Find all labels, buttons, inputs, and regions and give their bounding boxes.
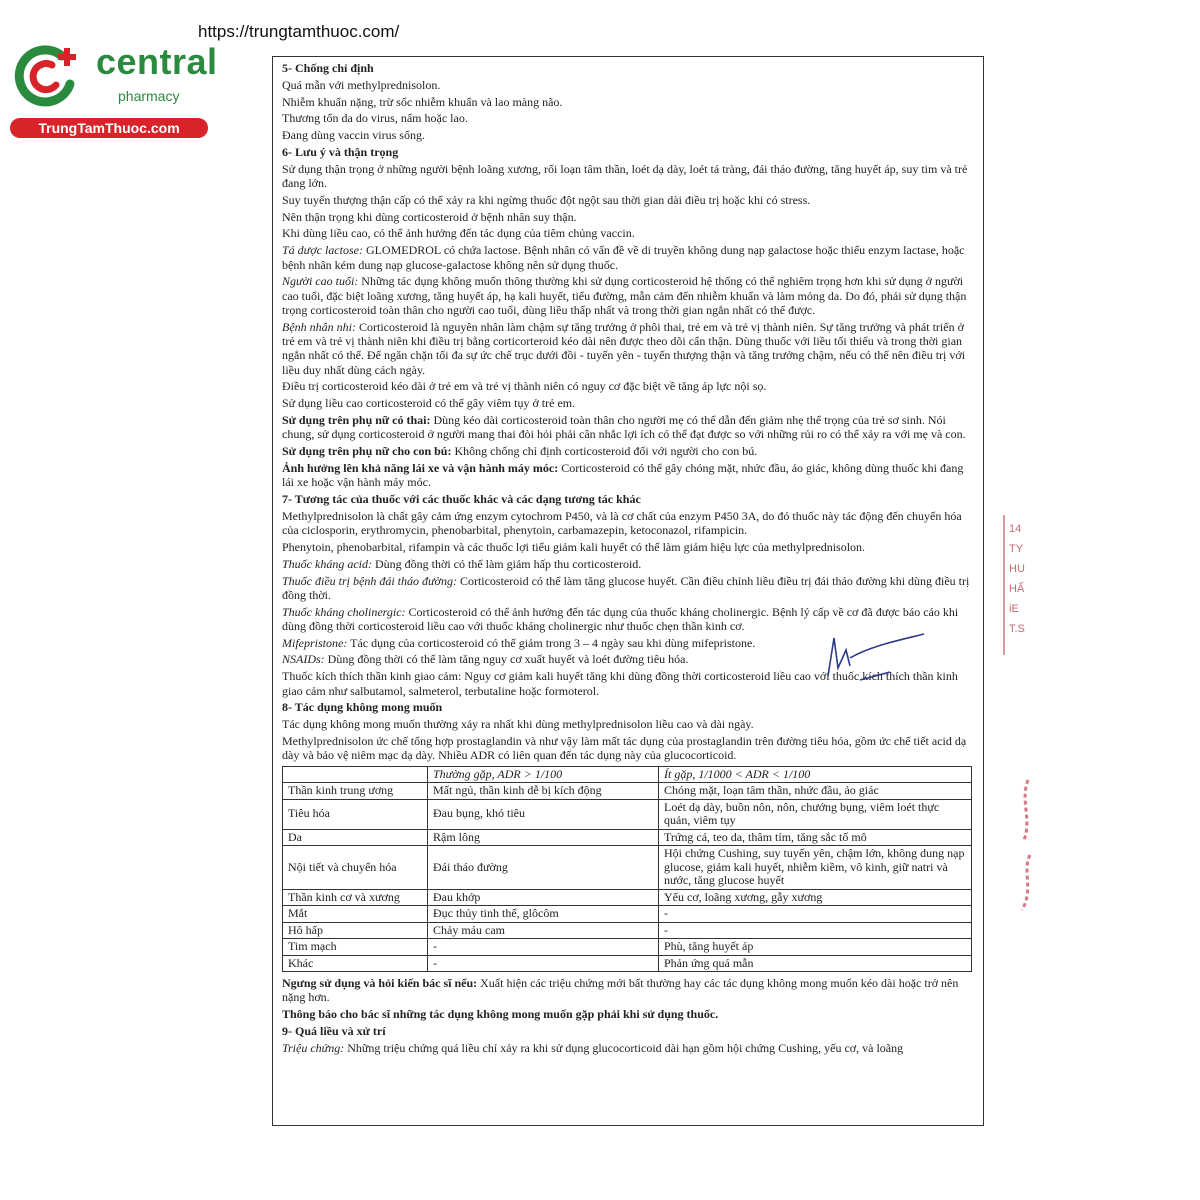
table-cell: Khác [283,955,428,972]
elderly-text: Những tác dụng không muốn thông thường khi sử dụng corticosteroid hệ thống có thể nghiêm trọng hơn khi sử dụng ở người cao tuổi, đặc biệt loãng xương, tăng huyết áp, hạ kali huyết, tiểu đường, mẫn cảm đến nhiễm khuẩn và làm mỏng da. Do đó, phải sử dụng thận trọng corticosteroid toàn thân cho người cao tuổi, dùng liều thấp nhất và trong thời gian ngắn nhất có thể được. [282,274,967,317]
table-row [283,889,972,906]
anticholinergic-text: Corticosteroid có thể ảnh hưởng đến tác dụng của thuốc kháng cholinergic. Bệnh lý cấp về cơ đã được báo cáo khi dùng đồng thời corticosteroid liều cao với thuốc kháng cholinergic như thuốc chẹn thần kinh cơ. [282,604,959,633]
s7-paragraph: Thuốc kích thích thần kinh giao cảm: Nguy cơ giảm kali huyết tăng khi dùng đồng thời corticosteroid liều cao với thuốc kích thích thần kinh giao cảm như salbutamol, salmeterol, terbutaline hoặc formoterol. [282,669,958,698]
anticholinergic-label: Thuốc kháng cholinergic: [282,604,406,619]
table-cell: - [428,955,659,972]
table-cell: Mất ngủ, thần kinh dễ bị kích động [428,783,659,800]
nsaids-label: NSAIDs: [282,652,325,667]
section-6-title: 6- Lưu ý và thận trọng [282,144,399,159]
mifepristone-label: Mifepristone: [282,635,348,650]
s5-line: Quá mẫn với methylprednisolon. [282,77,441,92]
table-cell: Đái tháo đường [428,846,659,890]
stop-use-label: Ngưng sử dụng và hỏi kiến bác sĩ nếu: [282,976,478,991]
s6-paragraph: Sử dụng liều cao corticosteroid có thể gây viêm tụy ở trẻ em. [282,396,576,411]
stop-use-text: Xuất hiện các triệu chứng mới bất thường hay các tác dụng không mong muốn kéo dài hoặc trở nên nặng hơn. [282,976,959,1005]
s6-paragraph: Nên thận trọng khi dùng corticosteroid ở bệnh nhân suy thận. [282,209,577,224]
lactation-text: Không chống chỉ định corticosteroid đối với người cho con bú. [451,444,758,459]
elderly-label: Người cao tuổi: [282,274,359,289]
nsaids-text: Dùng đồng thời có thể làm tăng nguy cơ xuất huyết và loét đường tiêu hóa. [324,652,689,667]
s6-lactation [282,444,973,458]
section-8-title: 8- Tác dụng không mong muốn [282,700,443,715]
s6-driving [282,461,973,490]
s8-notify: Thông báo cho bác sĩ những tác dụng không mong muốn gặp phải khi sử dụng thuốc. [282,1007,719,1022]
pediatric-text: Corticosteroid là nguyên nhân làm chậm sự tăng trưởng ở phôi thai, trẻ em và trẻ vị thành niên. Sự tăng trưởng và phát triển ở trẻ em và trẻ vị thành niên khi điều trị bằng corticorteroid kéo dài nên được theo dõi cẩn thận. Dùng thuốc với liều tối thiểu và trong thời gian ngắn nhất có thể. Để ngăn chặn tối đa sự ức chế trục dưới đồi - tuyến yên - tuyến thượng thận và tăng trưởng chậm, nếu có thể nên điều trị với liều duy nhất dùng cách ngày. [282,319,966,377]
section-7-title: 7- Tương tác của thuốc với các thuốc khác và các dạng tương tác khác [282,492,641,507]
table-row [283,955,972,972]
table-cell: Đục thủy tinh thể, glôcôm [428,906,659,923]
table-cell: Yếu cơ, loãng xương, gẫy xương [659,889,972,906]
s7-antacid [282,557,973,571]
pregnancy-text: Dùng kéo dài corticosteroid toàn thân cho người mẹ có thể dẫn đến giảm nhẹ thể trọng của trẻ sơ sinh. Nói chung, sử dụng corticosteroid ở người mang thai đòi hỏi phải cân nhắc lợi ích có thể đạt được so với những rủi ro có thể xảy ra với mẹ và con. [282,413,966,442]
signature-scribble-icon [820,628,930,688]
table-cell: Thần kinh cơ và xương [283,889,428,906]
s8-paragraph: Methylprednisolon ức chế tổng hợp prostaglandin và như vậy làm mất tác dụng của prostaglandin trên đường tiêu hóa, gồm ức chế tiết acid dạ dày và bảo vệ niêm mạc dạ dày. Nhiều ADR có liên quan đến tác dụng này của glucocorticoid. [282,733,967,763]
table-cell: - [659,922,972,939]
s6-pregnancy [282,413,973,442]
table-header: Ít gặp, 1/1000 < ADR < 1/100 [659,766,972,783]
s6-paragraph: Khi dùng liều cao, có thể ảnh hưởng đến tác dụng của tiêm chủng vaccin. [282,226,635,241]
central-logo-icon [12,40,82,110]
table-cell: Trứng cá, teo da, thâm tím, tăng sắc tố mô [659,829,972,846]
table-row [283,829,972,846]
table-cell: - [428,939,659,956]
table-cell: Đau khớp [428,889,659,906]
lactose-text: GLOMEDROL có chứa lactose. Bệnh nhân có vấn đề về di truyền không dung nạp galactose hoặc thiếu enzym lactase, hoặc bệnh nhân kém dung nạp glucose-galactose không nên sử dụng thuốc. [282,243,965,272]
table-cell: Mắt [283,906,428,923]
table-row [283,906,972,923]
s5-line: Đang dùng vaccin virus sống. [282,128,425,143]
s5-line: Thương tổn da do virus, nấm hoặc lao. [282,111,468,126]
mifepristone-text: Tác dụng của corticosteroid có thể giảm trong 3 – 4 ngày sau khi dùng mifepristone. [347,635,756,650]
symptoms-label: Triệu chứng: [282,1040,345,1055]
s9-symptoms [282,1041,973,1055]
s6-pediatric [282,320,973,377]
table-cell: Thần kinh trung ương [283,783,428,800]
section-9-title: 9- Quá liều và xử trí [282,1023,386,1038]
central-pharmacy-logo[interactable] [10,38,220,138]
table-cell: Đau bụng, khó tiêu [428,799,659,829]
table-cell: Hội chứng Cushing, suy tuyến yên, chậm lớn, không dung nạp glucose, giảm kali huyết, nhiễm kiềm, vô kinh, giữ natri và nước, tăng glucose huyết [659,846,972,890]
s6-paragraph: Suy tuyến thượng thận cấp có thể xảy ra khi ngừng thuốc đột ngột sau thời gian dài điều trị hoặc khi có stress. [282,192,811,207]
antacid-text: Dùng đồng thời có thể làm giảm hấp thu corticosteroid. [371,556,642,571]
table-cell: Chảy máu cam [428,922,659,939]
s6-paragraph: Sử dụng thận trọng ở những người bệnh loãng xương, rối loạn tâm thần, loét dạ dày, loét tá tràng, đái tháo đường, tăng huyết áp, suy tim và trẻ đang lớn. [282,161,968,191]
s7-diabetes [282,574,973,603]
table-header [283,766,428,783]
table-cell: Tim mạch [283,939,428,956]
leaflet-page [272,56,984,1126]
adverse-effects-table [282,766,972,973]
s6-lactose [282,243,973,272]
table-cell: - [659,906,972,923]
red-seal-fragment-icon [1010,770,1040,920]
table-cell: Hô hấp [283,922,428,939]
logo-badge: TrungTamThuoc.com [10,118,208,138]
diabetes-label: Thuốc điều trị bệnh đái tháo đường: [282,573,457,588]
s7-paragraph: Phenytoin, phenobarbital, rifampin và các thuốc lợi tiểu giảm kali huyết có thể làm giảm hiệu lực của methylprednisolon. [282,539,866,554]
stamp-text: TY [1009,543,1024,555]
pediatric-label: Bệnh nhân nhi: [282,319,356,334]
lactose-label: Tá dược lactose: [282,243,363,258]
driving-text: Corticosteroid có thể gây chóng mặt, nhức đầu, ảo giác, không dùng thuốc khi đang lái xe hoặc vận hành máy móc. [282,460,964,490]
section-5-title: 5- Chống chỉ định [282,61,374,75]
s6-paragraph: Điều trị corticosteroid kéo dài ở trẻ em và trẻ vị thành niên có nguy cơ đặc biệt về tăng áp lực nội sọ. [282,379,767,394]
table-cell: Chóng mặt, loạn tâm thần, nhức đầu, ảo giác [659,783,972,800]
diabetes-text: Corticosteroid có thể làm tăng glucose huyết. Cần điều chỉnh liều điều trị đái tháo đường khi dùng điều trị đồng thời. [282,573,970,602]
logo-text: central [96,41,218,82]
symptoms-text: Những triệu chứng quá liều chỉ xảy ra khi sử dụng glucocorticoid dài hạn gồm hội chứng Cushing, yếu cơ, và loãng [344,1040,904,1055]
table-row [283,939,972,956]
site-url[interactable]: https://trungtamthuoc.com/ [198,22,400,41]
s7-paragraph: Methylprednisolon là chất gây cảm ứng enzym cytochrom P450, và là cơ chất của enzym P450 3A, do đó thuốc này tác động đến chuyển hóa của ciclosporin, erythromycin, phenobarbital, phenytoin, carbamazepin, ketoconazol, rifampicin. [282,508,962,538]
table-header-row [283,766,972,783]
table-header: Thường gặp, ADR > 1/100 [428,766,659,783]
table-cell: Nội tiết và chuyển hóa [283,846,428,890]
s8-stop-use [282,976,973,1005]
s8-paragraph: Tác dụng không mong muốn thường xảy ra nhất khi dùng methylprednisolon liều cao và dài ngày. [282,717,754,732]
table-cell: Phù, tăng huyết áp [659,939,972,956]
driving-label: Ảnh hưởng lên khả năng lái xe và vận hành máy móc: [282,460,559,475]
antacid-label: Thuốc kháng acid: [282,556,372,571]
table-row [283,846,972,890]
stamp-text: HẤ [1009,583,1025,595]
table-cell: Rậm lông [428,829,659,846]
table-row [283,799,972,829]
stamp-text: T.S [1009,623,1025,635]
pregnancy-label: Sử dụng trên phụ nữ có thai: [282,413,431,428]
table-cell: Tiêu hóa [283,799,428,829]
logo-subtext: pharmacy [118,88,180,104]
table-row [283,922,972,939]
stamp-text: iE [1009,603,1019,615]
lactation-label: Sử dụng trên phụ nữ cho con bú: [282,444,452,459]
table-row [283,783,972,800]
table-cell: Loét dạ dày, buồn nôn, nôn, chướng bụng, viêm loét thực quản, viêm tụy [659,799,972,829]
stamp-text: 14 [1009,523,1022,535]
stamp-text: HU [1009,563,1025,575]
table-cell: Phản ứng quá mẫn [659,955,972,972]
side-stamp [1003,515,1045,655]
s6-elderly [282,274,973,317]
s5-line: Nhiễm khuẩn nặng, trừ sốc nhiễm khuẩn và lao màng não. [282,94,563,109]
table-cell: Da [283,829,428,846]
